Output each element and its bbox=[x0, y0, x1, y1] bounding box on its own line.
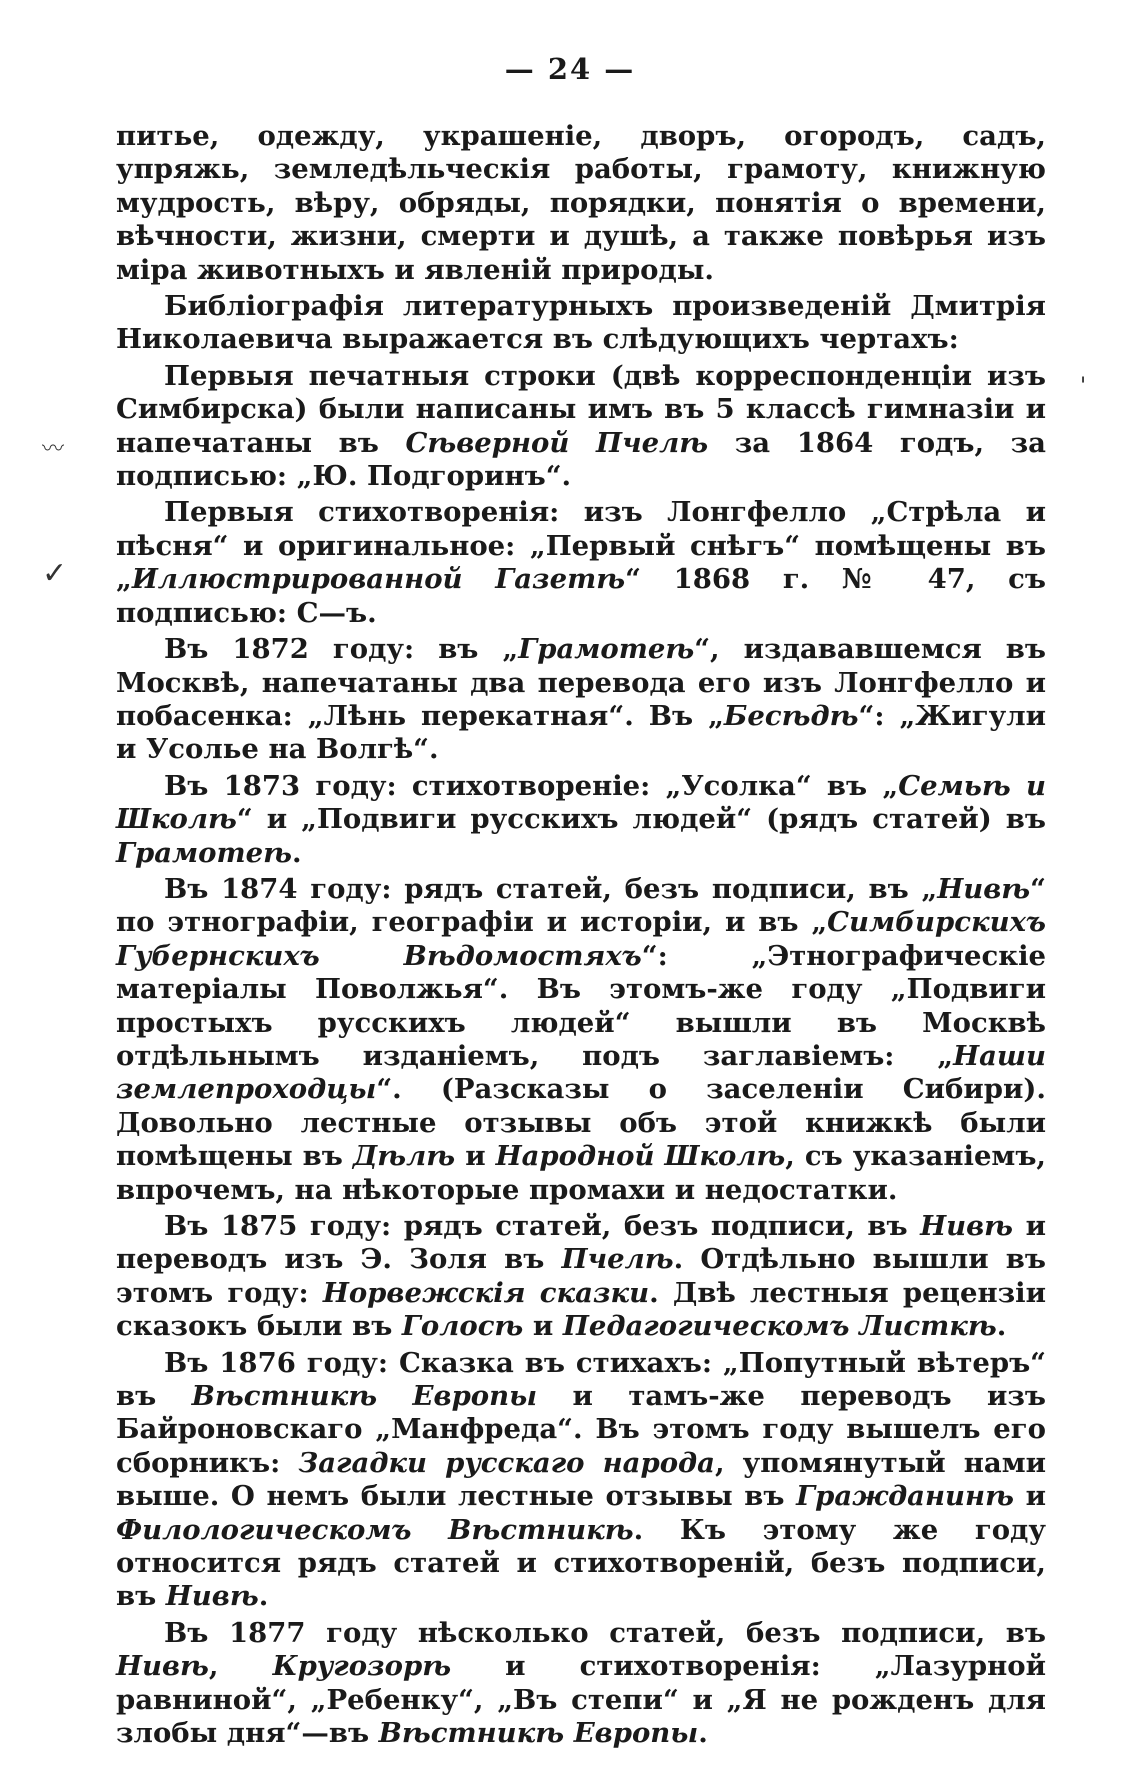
paragraph bbox=[116, 770, 1046, 870]
text-run: , упомянутый нами выше. О немъ были лестные отзывы въ bbox=[116, 1446, 1046, 1513]
text-run: “: „Жигули и Усолье на Волгѣ“. bbox=[116, 699, 1046, 766]
italic-title: Педагогическомъ Листкѣ bbox=[562, 1310, 997, 1343]
text-run: Въ 1874 году: рядъ статей, безъ подписи, въ „ bbox=[164, 872, 938, 905]
text-run: и тамъ-же переводъ изъ Байроновскаго „Манфреда“. Въ этомъ году вышелъ его сборникъ: bbox=[116, 1380, 1047, 1479]
paragraph bbox=[116, 360, 1046, 494]
italic-title: Грамотеѣ bbox=[518, 633, 695, 666]
text-run: Первыя печатныя строки (двѣ корреспонденціи изъ Симбирска) были написаны имъ въ 5 классѣ гимназіи и напечатаны въ bbox=[116, 359, 1046, 459]
text-run: . bbox=[996, 1310, 1007, 1343]
italic-title: Загадки русскаго народа bbox=[298, 1446, 715, 1479]
margin-tick-mark: ' bbox=[1080, 374, 1087, 399]
text-run: и стихотворенія: „Лазурной равниной“, „Ребенку“, „Въ степи“ и „Я не рожденъ для злобы дня“—въ bbox=[116, 1650, 1047, 1750]
italic-title: Дѣлѣ bbox=[352, 1140, 456, 1173]
text-run: и bbox=[523, 1310, 563, 1343]
text-run: питье, одежду, украшеніе, дворъ, огородъ, садъ, упряжь, земледѣльческія работы, грамоту, книжную мудрость, вѣру, обряды, порядки, понятія о времени, вѣчности, жизни, смерти и душѣ, а также повѣрья изъ міра животныхъ и явленій природы. bbox=[116, 120, 1046, 286]
text-run: . Къ этому же году относится рядъ статей и стихотвореній, безъ подписи, въ bbox=[116, 1513, 1046, 1613]
italic-title: Норвежскія сказки bbox=[322, 1276, 650, 1309]
paragraph bbox=[116, 1617, 1046, 1751]
text-run: Въ 1876 году: Сказка въ стихахъ: „Попутный вѣтеръ“ въ bbox=[116, 1346, 1046, 1413]
italic-title: Пчелѣ bbox=[561, 1243, 674, 1276]
italic-title: Нивѣ bbox=[937, 872, 1031, 905]
text-run: Библіографія литературныхъ произведеній Дмитрія Николаевича выражается въ слѣдующихъ чертахъ: bbox=[116, 290, 1046, 356]
page-number: — 24 — bbox=[504, 52, 636, 86]
body-text bbox=[116, 120, 1046, 1754]
text-run: . bbox=[258, 1580, 269, 1613]
italic-title: Симбирскихъ Губернскихъ Вѣдомостяхъ bbox=[116, 906, 1046, 972]
text-run: “ 1868 г. № 47, съ подписью: С—ъ. bbox=[116, 563, 1046, 629]
paragraph bbox=[116, 1210, 1046, 1344]
text-run: Первыя стихотворенія: изъ Лонгфелло „Стрѣла и пѣсня“ и оригинальное: „Первый снѣгъ“ помѣщены въ „ bbox=[116, 496, 1046, 596]
text-run: и переводъ изъ Э. Золя въ bbox=[116, 1210, 1046, 1276]
paragraph bbox=[116, 873, 1046, 1207]
text-run: “, издававшемся въ Москвѣ, напечатаны два перевода его изъ Лонгфелло и побасенка: „Лѣнь перекатная“. Въ „ bbox=[116, 633, 1046, 732]
italic-title: Гражданинѣ bbox=[796, 1480, 1014, 1513]
paragraph bbox=[116, 1347, 1046, 1614]
paragraph bbox=[116, 290, 1046, 357]
italic-title: Нивѣ bbox=[165, 1580, 259, 1613]
margin-squiggle-mark: 〰 bbox=[42, 437, 65, 462]
text-run: . Двѣ лестныя рецензіи сказокъ были въ bbox=[116, 1276, 1046, 1343]
text-run: “. (Разсказы о заселеніи Сибири). Довольно лестные отзывы объ этой книжкѣ были помѣщены въ bbox=[116, 1073, 1046, 1173]
text-run: Въ 1875 году: рядъ статей, безъ подписи, въ bbox=[164, 1210, 921, 1242]
italic-title: Народной Школѣ bbox=[495, 1140, 786, 1173]
italic-title: Нивѣ bbox=[116, 1650, 209, 1683]
italic-title: Наши землепроходцы bbox=[116, 1039, 1046, 1106]
italic-title: Семьѣ и Школѣ bbox=[116, 769, 1046, 836]
italic-title: Голосѣ bbox=[401, 1310, 524, 1343]
italic-title: Кругозорѣ bbox=[272, 1650, 452, 1683]
text-run: Въ 1872 году: въ „ bbox=[164, 633, 519, 666]
italic-title: Сѣверной Пчелѣ bbox=[405, 426, 709, 459]
paragraph bbox=[116, 633, 1046, 767]
italic-title: Грамотеѣ bbox=[116, 836, 292, 869]
text-run: за 1864 годъ, за подписью: „Ю. Подгоринъ“. bbox=[116, 426, 1046, 493]
text-run: и bbox=[1013, 1480, 1046, 1513]
text-run: , bbox=[208, 1650, 273, 1683]
text-run: “ по этнографіи, географіи и исторіи, и въ „ bbox=[116, 872, 1046, 939]
text-run: Въ 1873 году: стихотвореніе: „Усолка“ въ „ bbox=[164, 769, 899, 802]
margin-checkmark: ✓ bbox=[42, 556, 68, 591]
italic-title: Филологическомъ Вѣстникѣ bbox=[116, 1513, 634, 1546]
italic-title: Вѣстникѣ Европы bbox=[378, 1717, 699, 1750]
italic-title: Бесѣдѣ bbox=[723, 699, 859, 732]
text-run: Въ 1877 году нѣсколько статей, безъ подписи, въ bbox=[164, 1616, 1046, 1649]
paragraph bbox=[116, 120, 1046, 287]
italic-title: Вѣстникѣ Европы bbox=[191, 1380, 538, 1413]
text-run: . bbox=[698, 1717, 708, 1750]
italic-title: Иллюстрированной Газетѣ bbox=[131, 563, 626, 596]
text-run: , съ указаніемъ, впрочемъ, на нѣкоторые промахи и недостатки. bbox=[116, 1140, 1046, 1206]
italic-title: Нивѣ bbox=[920, 1210, 1014, 1242]
text-run: “: „Этнографическіе матеріалы Поволжья“. Въ этомъ-же году „Подвиги простыхъ русскихъ людей“ вышли въ Москвѣ отдѣльнымъ изданіемъ, подъ заглавіемъ: „ bbox=[116, 939, 1047, 1072]
text-run: . bbox=[291, 836, 302, 869]
paragraph bbox=[116, 496, 1046, 630]
text-run: “ и „Подвиги русскихъ людей“ (рядъ статей) въ bbox=[236, 803, 1046, 836]
text-run: . Отдѣльно вышли въ этомъ году: bbox=[116, 1243, 1046, 1309]
text-run: и bbox=[455, 1140, 496, 1173]
